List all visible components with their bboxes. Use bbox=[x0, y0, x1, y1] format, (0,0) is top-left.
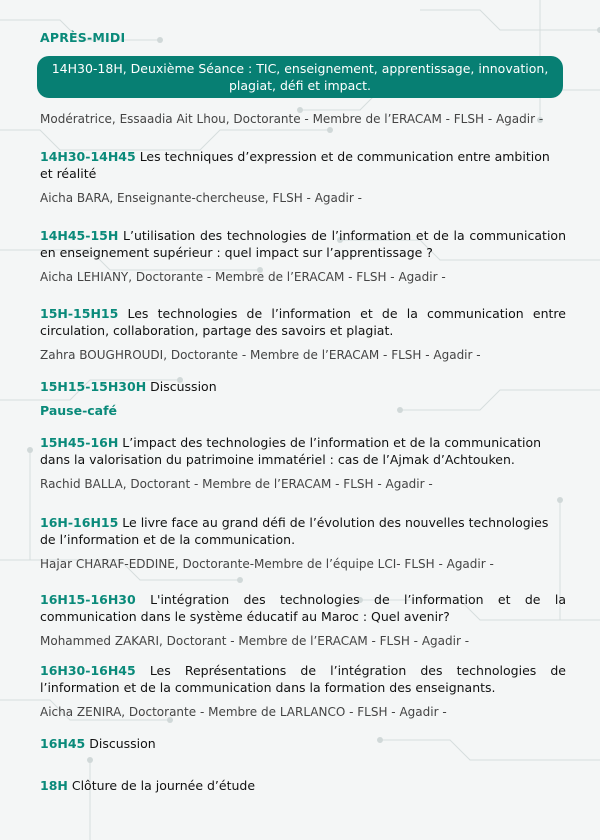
session-banner-line2: plagiat, défi et impact. bbox=[228, 78, 371, 93]
item-author: Aicha LEHIANY, Doctorante - Membre de l’ERACAM - FLSH - Agadir - bbox=[40, 270, 446, 284]
program-item bbox=[40, 777, 566, 794]
program-item bbox=[40, 662, 566, 719]
item-author: Mohammed ZAKARI, Doctorant - Membre de l’ERACAM - FLSH - Agadir - bbox=[40, 634, 470, 648]
item-time: 16H45 bbox=[40, 736, 86, 751]
item-title: L'intégration des technologies de l’information et de la communication dans le système éducatif au Maroc : Quel avenir? bbox=[40, 592, 566, 624]
item-time: 16H30-16H45 bbox=[40, 663, 136, 678]
item-title: Discussion bbox=[150, 379, 217, 394]
section-title: APRÈS-MIDI bbox=[40, 30, 126, 45]
moderator-line: Modératrice, Essaadia Ait Lhou, Doctorante - Membre de l’ERACAM - FLSH - Agadir - bbox=[40, 112, 544, 126]
item-author: Hajar CHARAF-EDDINE, Doctorante-Membre de l’équipe LCI- FLSH - Agadir - bbox=[40, 557, 494, 571]
item-title: Le livre face au grand défi de l’évolution des nouvelles technologies de l’information et de la communication. bbox=[40, 515, 549, 547]
item-time: 18H bbox=[40, 778, 68, 793]
program-item bbox=[40, 227, 566, 284]
program-item bbox=[40, 148, 566, 205]
item-time: 14H30-14H45 bbox=[40, 149, 136, 164]
program-item bbox=[40, 305, 566, 362]
item-title: L’utilisation des technologies de l’information et de la communication en enseignement supérieur : quel impact sur l’apprentissage ? bbox=[40, 228, 567, 260]
item-time: 15H45-16H bbox=[40, 435, 119, 450]
item-title: Les techniques d’expression et de communication entre ambition et réalité bbox=[40, 149, 550, 181]
item-time: 16H-16H15 bbox=[40, 515, 119, 530]
item-author: Rachid BALLA, Doctorant - Membre de l’ERACAM - FLSH - Agadir - bbox=[40, 477, 433, 491]
item-time: 16H15-16H30 bbox=[40, 592, 136, 607]
program-item bbox=[40, 434, 566, 491]
item-title: Les Représentations de l’intégration des technologies de l’information et de la communication dans la formation des enseignants. bbox=[40, 663, 566, 695]
session-banner bbox=[37, 56, 563, 98]
program-item bbox=[40, 514, 566, 571]
item-author: Aicha ZENIRA, Doctorante - Membre de LARLANCO - FLSH - Agadir - bbox=[40, 705, 447, 719]
item-title: Clôture de la journée d’étude bbox=[71, 778, 256, 793]
program-item bbox=[40, 735, 566, 752]
item-title: Les technologies de l’information et de la communication entre circulation, collaboration, partage des savoirs et plagiat. bbox=[40, 306, 566, 338]
item-title: Discussion bbox=[89, 736, 156, 751]
session-banner-line1: 14H30-18H, Deuxième Séance : TIC, enseignement, apprentissage, innovation, bbox=[51, 61, 549, 76]
item-time: 14H45-15H bbox=[40, 228, 119, 243]
item-title: L’impact des technologies de l’information et de la communication dans la valorisation du patrimoine immatériel : cas de l’Ajmak d’Achtouken. bbox=[40, 435, 542, 467]
item-time: 15H-15H15 bbox=[40, 306, 119, 321]
item-time: 15H15-15H30H bbox=[40, 379, 147, 394]
item-author: Zahra BOUGHROUDI, Doctorante - Membre de l’ERACAM - FLSH - Agadir - bbox=[40, 348, 481, 362]
pause-label: Pause-café bbox=[40, 403, 118, 418]
program-item bbox=[40, 591, 566, 648]
program-item bbox=[40, 378, 566, 395]
item-author: Aicha BARA, Enseignante-chercheuse, FLSH - Agadir - bbox=[40, 191, 362, 205]
